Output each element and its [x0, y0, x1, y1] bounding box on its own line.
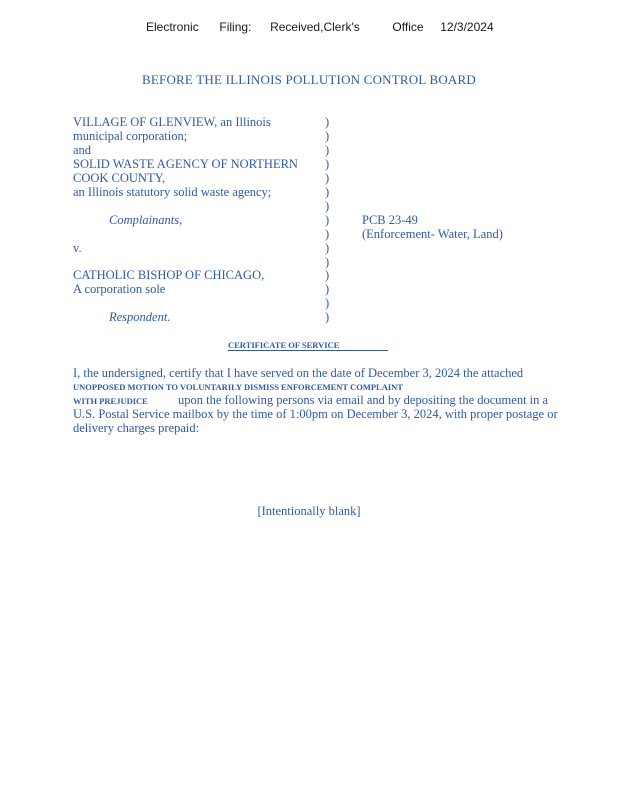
filing-label: Filing:: [219, 20, 252, 34]
caption-paren: ): [325, 255, 330, 269]
certificate-title: CERTIFICATE OF SERVICE: [228, 340, 388, 351]
party-line-4: SOLID WASTE AGENCY OF NORTHERN: [73, 157, 298, 171]
caption-paren: ): [325, 129, 330, 143]
respondent-name-1: CATHOLIC BISHOP OF CHICAGO,: [73, 268, 265, 282]
caption-paren: ): [325, 268, 330, 282]
party-line-5: COOK COUNTY,: [73, 171, 166, 185]
caption-paren: ): [325, 296, 330, 310]
filing-electronic: Electronic: [146, 20, 199, 34]
caption-paren: ): [325, 157, 330, 171]
caption-paren: ): [325, 282, 330, 296]
filing-header: [146, 20, 494, 34]
respondent-name-2: A corporation sole: [73, 282, 166, 296]
caption-paren: ): [325, 213, 330, 227]
intentionally-blank: [Intentionally blank]: [257, 504, 361, 518]
caption-paren: ): [325, 227, 330, 241]
filing-received: Received,Clerk's: [270, 20, 360, 34]
caption-paren: ): [325, 143, 330, 157]
case-number: PCB 23-49: [362, 213, 418, 227]
motion-title-line-1: UNOPPOSED MOTION TO VOLUNTARILY DISMISS ENFORCEMENT COMPLAINT: [73, 382, 403, 392]
complainants-label: Complainants,: [109, 213, 183, 227]
party-line-3: and: [73, 143, 92, 157]
certify-line-4: U.S. Postal Service mailbox by the time of 1:00pm on December 3, 2024, with proper postage or: [73, 407, 558, 421]
versus-label: v.: [73, 241, 82, 255]
certify-line-5: delivery charges prepaid:: [73, 421, 200, 435]
caption-paren: ): [325, 241, 330, 255]
motion-title-line-2: WITH PREJUDICE: [73, 396, 148, 406]
board-title: BEFORE THE ILLINOIS POLLUTION CONTROL BOARD: [142, 72, 476, 87]
party-line-6: an Illinois statutory solid waste agency;: [73, 185, 272, 199]
caption-paren: ): [325, 171, 330, 185]
case-type: (Enforcement- Water, Land): [362, 227, 503, 241]
party-line-2: municipal corporation;: [73, 129, 188, 143]
caption-paren: ): [325, 310, 330, 324]
filing-date: 12/3/2024: [440, 20, 494, 34]
certify-line-1: I, the undersigned, certify that I have served on the date of December 3, 2024 the attached: [73, 366, 524, 380]
filing-office: Office: [392, 20, 424, 34]
caption-paren: ): [325, 115, 330, 129]
respondent-label: Respondent.: [109, 310, 171, 324]
certify-line-3: upon the following persons via email and by depositing the document in a: [178, 393, 549, 407]
caption-paren: ): [325, 199, 330, 213]
party-line-1: VILLAGE OF GLENVIEW, an Illinois: [73, 115, 271, 129]
caption-paren: ): [325, 185, 330, 199]
